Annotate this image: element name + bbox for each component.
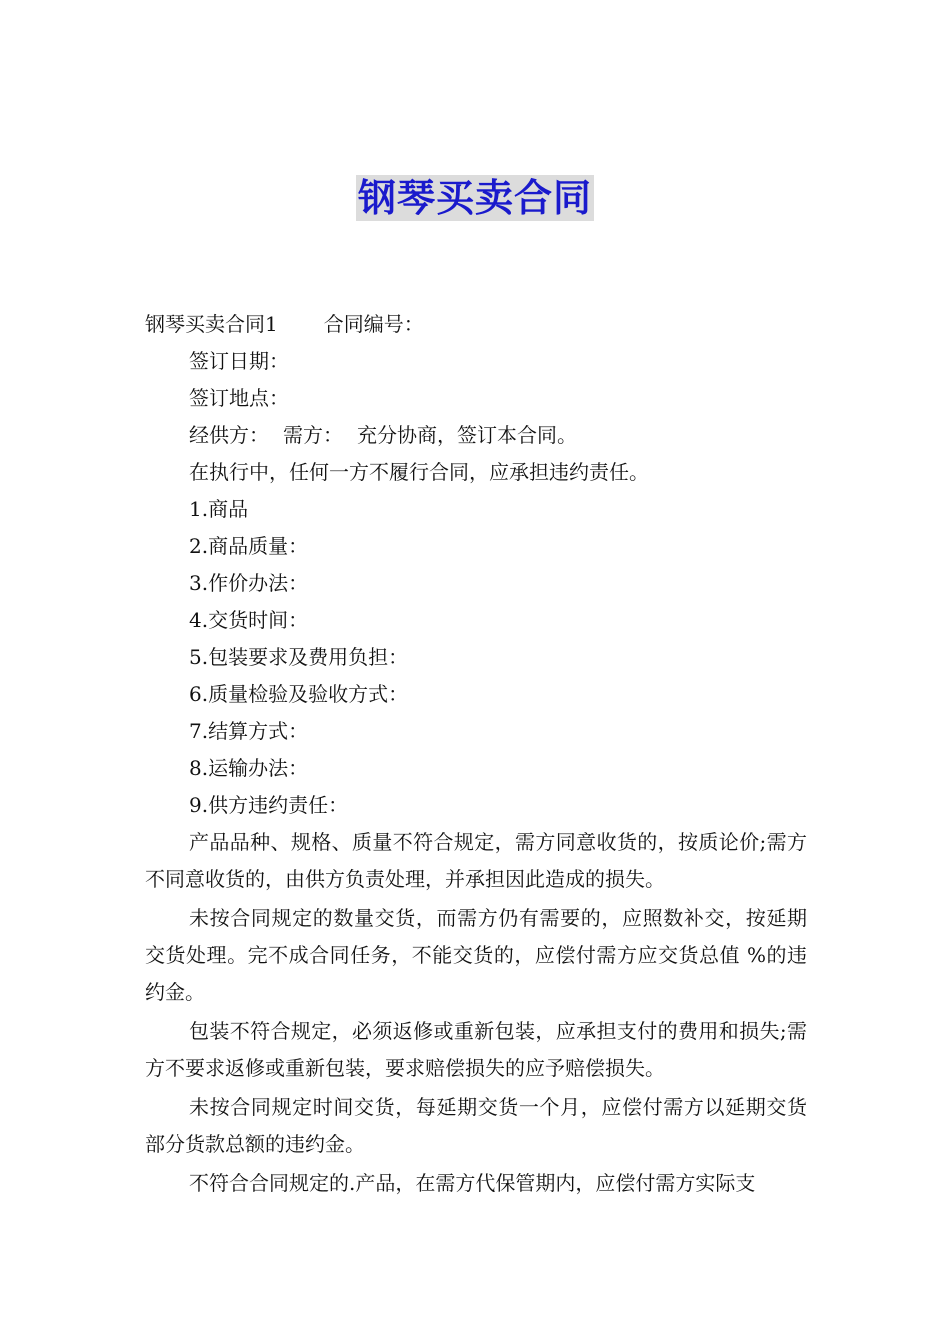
- body-paragraph: 包装不符合规定，必须返修或重新包装，应承担支付的费用和损失;需方不要求返修或重新包装，要求赔偿损失的应予赔偿损失。: [145, 1019, 807, 1080]
- intro-text: 在执行中，任何一方不履行合同，应承担违约责任。: [189, 460, 649, 484]
- contract-name: 钢琴买卖合同1: [145, 312, 278, 336]
- list-item: 1.商品: [189, 497, 249, 521]
- header-line: [145, 306, 807, 343]
- contract-number-label: 合同编号：: [323, 312, 424, 336]
- list-item: 5.包装要求及费用负担：: [189, 645, 409, 669]
- buyer-label: 需方：: [283, 423, 343, 447]
- list-item: 6.质量检验及验收方式：: [189, 682, 409, 706]
- list-item: 4.交货时间：: [189, 608, 309, 632]
- body-paragraph: 产品品种、规格、质量不符合规定，需方同意收货的，按质论价;需方不同意收货的，由供方负责处理，并承担因此造成的损失。: [145, 830, 807, 891]
- supplier-label: 经供方：: [189, 423, 269, 447]
- body-paragraph: 未按合同规定时间交货，每延期交货一个月，应偿付需方以延期交货部分货款总额的违约金。: [145, 1095, 807, 1156]
- agreement-text: 充分协商，签订本合同。: [357, 423, 577, 447]
- intro-line: [145, 454, 807, 491]
- list-item: 3.作价办法：: [189, 571, 309, 595]
- list-item: 9.供方违约责任：: [189, 793, 349, 817]
- document-body: [145, 306, 807, 1204]
- sign-date-line: [145, 343, 807, 380]
- list-item: 8.运输办法：: [189, 756, 309, 780]
- list-item: 2.商品质量：: [189, 534, 309, 558]
- document-title: 钢琴买卖合同: [357, 176, 592, 220]
- sign-date-label: 签订日期：: [189, 349, 289, 373]
- body-paragraph: 未按合同规定的数量交货，而需方仍有需要的，应照数补交，按延期交货处理。完不成合同任务，不能交货的，应偿付需方应交货总值 %的违约金。: [145, 906, 807, 1004]
- parties-line: [145, 417, 807, 454]
- list-item: 7.结算方式：: [189, 719, 309, 743]
- title-container: [0, 175, 950, 221]
- sign-place-line: [145, 380, 807, 417]
- sign-place-label: 签订地点：: [189, 386, 289, 410]
- body-paragraph: 不符合合同规定的.产品，在需方代保管期内，应偿付需方实际支: [189, 1171, 756, 1195]
